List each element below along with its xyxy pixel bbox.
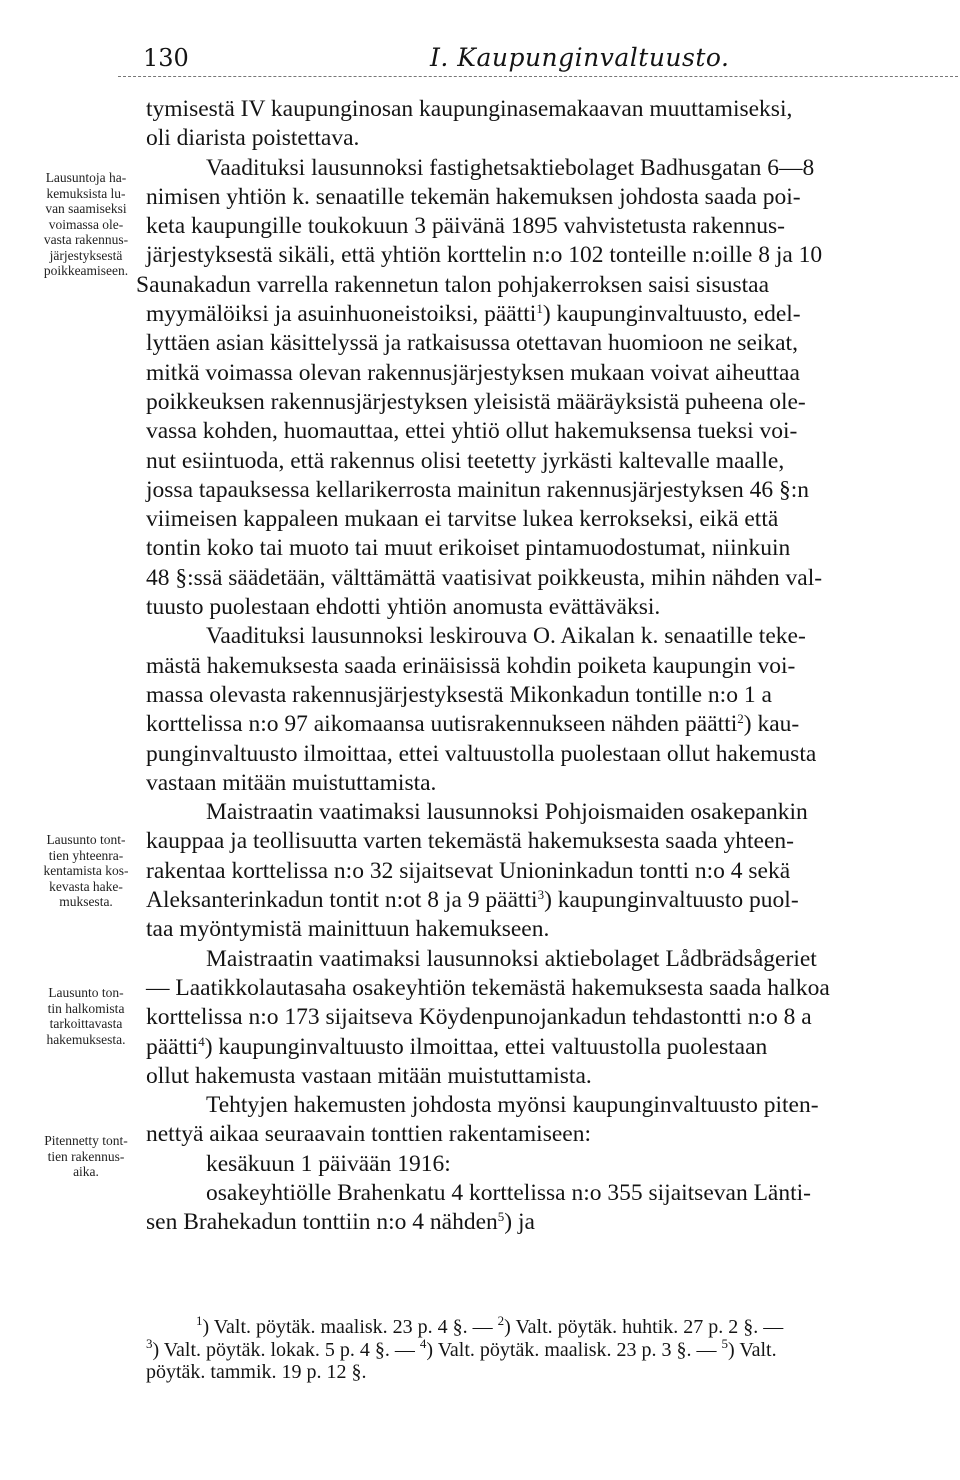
text-line: Saunakadun varrella rakennetun talon pohjakerroksen saisi sisustaa (136, 271, 769, 298)
footnote-text: ) Valt. (728, 1338, 777, 1361)
footnote-ref: 1 (536, 301, 543, 317)
margin-note-line: Lausuntoja ha- (45, 170, 127, 185)
text-line: kauppaa ja teollisuutta varten tekemästä hakemuksesta saada yhteen- (146, 828, 794, 855)
text-fragment: korttelissa n:o 97 aikomaansa uutisrakennukseen nähden päätti (146, 711, 738, 738)
text-line: nettyä aikaa seuraavain tonttien rakentamiseen: (146, 1121, 591, 1148)
text-line: Maistraatin vaatimaksi lausunnoksi aktiebolaget Lådbrädsågeriet (206, 945, 817, 972)
footnote-marker: 2 (497, 1313, 505, 1328)
text-line: tontin koko tai muoto tai muut erikoiset pintamuodostumat, niinkuin (146, 535, 791, 562)
footnote-text: ) Valt. pöytäk. maalisk. 23 p. 4 §. — (202, 1316, 498, 1338)
footnote-marker: 3 (146, 1335, 153, 1351)
header-rule (118, 76, 958, 77)
text-line: poikkeuksen rakennusjärjestyksen yleisistä määräyksistä puheena ole- (146, 388, 806, 415)
text-line: Vaadituksi lausunnoksi leskirouva O. Aikalan k. senaatille teke- (206, 623, 806, 650)
margin-note-line: Lausunto ton- (48, 985, 124, 1000)
text-line: Tehtyjen hakemusten johdosta myönsi kaupunginvaltuusto piten- (206, 1092, 819, 1119)
footnote-line (146, 1335, 958, 1362)
running-title: I. Kaupunginvaltuusto. (430, 43, 730, 72)
text-line: jossa tapauksessa kellarikerrosta mainitun rakennusjärjestyksen 46 §:n (146, 476, 810, 503)
footnote-text: ) Valt. pöytäk. huhtik. 27 p. 2 §. — (504, 1316, 784, 1338)
text-line: massa olevasta rakennusjärjestyksestä Mikonkadun tontille n:o 1 a (146, 681, 772, 708)
margin-note-line: hakemuksesta. (46, 1031, 126, 1047)
paragraph-pitennetty (146, 1091, 958, 1237)
page-number: 130 (143, 44, 189, 72)
text-line: mitkä voimassa olevan rakennusjärjestyksen mukaan voivat aiheuttaa (146, 359, 800, 386)
margin-note-line: muksesta. (59, 894, 113, 909)
text-fragment: päätti (146, 1033, 199, 1060)
paragraph-pohjoismaiden (146, 798, 958, 944)
text-line: nimisen yhtiön k. senaatille tekemän hakemuksen johdosta saada poi- (146, 183, 801, 210)
text-line: taa myöntymistä mainittuun hakemukseen. (146, 916, 550, 943)
text-fragment: ) kaupunginvaltuusto puol- (544, 887, 799, 914)
text-line: keta kaupungille toukokuun 3 päivänä 1895 vahvistetusta rakennus- (146, 213, 785, 240)
footnote-ref: 5 (497, 1209, 505, 1225)
text-line: — Laatikkolautasaha osakeyhtiön tekemästä hakemuksesta saada halkoa (146, 974, 830, 1001)
text-line: nut esiintuoda, että rakennus olisi teetetty jyrkästi kaltevalle maalle, (146, 447, 785, 474)
text-line (146, 710, 958, 739)
margin-note-line: poikkeamiseen. (43, 263, 129, 278)
margin-note-1 (24, 170, 148, 279)
text-line: Vaadituksi lausunnoksi fastighetsaktiebolaget Badhusgatan 6—8 (206, 154, 815, 181)
page-header (0, 38, 960, 78)
text-line: osakeyhtiölle Brahenkatu 4 korttelissa n:o 355 sijaitsevan Länti- (206, 1179, 811, 1206)
footnote-text: ) Valt. pöytäk. lokak. 5 p. 4 §. — (152, 1338, 420, 1361)
text-line: vassa kohden, huomauttaa, ettei yhtiö ollut hakemuksensa tueksi voi- (146, 418, 798, 445)
text-line (146, 886, 958, 915)
margin-note-line: kevasta hake- (49, 878, 123, 894)
margin-note-line: Pitennetty tont- (44, 1133, 128, 1148)
footnote-marker: 4 (419, 1335, 427, 1351)
text-line: viimeisen kappaleen mukaan ei tarvitse lukea kerrokseksi, eikä että (146, 506, 779, 533)
text-fragment: ) kaupunginvaltuusto ilmoittaa, ettei valtuustolla puolestaan (204, 1033, 768, 1060)
text-fragment: Aleksanterinkadun tontit n:ot 8 ja 9 päätti (146, 887, 538, 914)
margin-note-line: kentamista kos- (43, 863, 129, 878)
text-fragment: ) kau- (743, 711, 800, 738)
footnote-marker: 5 (721, 1335, 729, 1351)
text-line: kesäkuun 1 päivään 1916: (206, 1150, 451, 1177)
footnotes (146, 1313, 958, 1384)
margin-note-line: tarkoittavasta (49, 1016, 123, 1031)
text-line (146, 1033, 958, 1062)
text-line: järjestyksestä sikäli, että yhtiön korttelin n:o 102 tonteille n:oille 8 ja 10 (146, 242, 823, 269)
margin-note-line: van saamiseksi (45, 201, 127, 216)
text-line: korttelissa n:o 173 sijaitseva Köydenpunojankadun tehdastontti n:o 8 a (146, 1004, 812, 1031)
footnote-marker: 1 (196, 1313, 203, 1328)
margin-note-line: tien yhteenra- (48, 847, 124, 863)
text-line: tuusto puolestaan ehdotti yhtiön anomusta evättäväksi. (146, 594, 661, 621)
text-line: punginvaltuusto ilmoittaa, ettei valtuustolla puolestaan ollut hakemusta (146, 740, 817, 767)
footnote-ref: 3 (537, 887, 545, 903)
paragraph-ladbradsageriet (146, 945, 958, 1091)
text-line: 48 §:ssä säädetään, välttämättä vaatisivat poikkeusta, mihin nähden val- (146, 564, 823, 591)
margin-note-line: vasta rakennus- (43, 232, 129, 247)
text-line: mästä hakemuksesta saada erinäisissä kohdin poiketa kaupungin voi- (146, 652, 796, 679)
footnote-text: ) Valt. pöytäk. maalisk. 23 p. 3 §. — (426, 1338, 722, 1361)
margin-note-line: tin halkomista (47, 1000, 125, 1016)
text-fragment: ) kaupunginvaltuusto, edel- (542, 301, 801, 328)
margin-note-line: voimassa ole- (48, 216, 124, 232)
text-line (146, 1208, 958, 1237)
margin-note-line: tien rakennus- (47, 1148, 125, 1164)
margin-note-line: kemuksista lu- (46, 185, 126, 201)
text-line: tymisestä IV kaupunginosan kaupunginasemakaavan muuttamiseksi, (146, 96, 793, 122)
text-fragment: ) ja (504, 1209, 535, 1236)
text-fragment: sen Brahekadun tonttiin n:o 4 nähden (146, 1209, 498, 1236)
margin-note-4 (24, 1133, 148, 1180)
margin-note-3 (24, 985, 148, 1047)
margin-note-line: aika. (73, 1164, 99, 1179)
margin-note-line: järjestyksestä (49, 247, 123, 263)
text-fragment: myymälöiksi ja asuinhuoneistoiksi, päätti (146, 301, 537, 328)
text-line: rakentaa korttelissa n:o 32 sijaitsevat Unioninkadun tontti n:o 4 sekä (146, 857, 791, 884)
text-line: ollut hakemusta vastaan mitään muistuttamista. (146, 1062, 592, 1089)
text-line: Maistraatin vaatimaksi lausunnoksi Pohjoismaiden osakepankin (206, 799, 808, 826)
footnote-line (146, 1313, 958, 1339)
footnote-ref: 2 (737, 711, 744, 727)
text-line: vastaan mitään muistuttamista. (146, 769, 437, 796)
margin-note-2 (24, 832, 148, 910)
paragraph-aikala (146, 622, 958, 798)
text-line: lyttäen asian käsittelyssä ja ratkaisussa otettavan huomioon ne seikat, (146, 330, 798, 357)
footnote-line: pöytäk. tammik. 19 p. 12 §. (146, 1361, 367, 1383)
text-line (146, 300, 958, 329)
text-line: oli diarista poistettava. (146, 125, 360, 152)
paragraph-badhusgatan (136, 154, 958, 623)
margin-note-line: Lausunto tont- (46, 832, 126, 847)
footnote-ref: 4 (198, 1033, 205, 1049)
body-text (136, 95, 958, 1238)
